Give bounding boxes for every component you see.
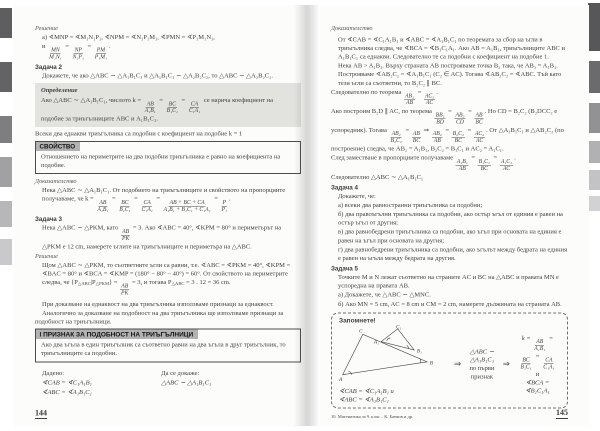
- task5-item: б) Ако MN = 5 cm, AC = 8 cm и CM = 2 cm, намерете дължината на страната AB.: [338, 299, 562, 308]
- solution-label: Решение: [35, 24, 58, 32]
- task4-intro: Докажете, че:: [338, 191, 376, 200]
- print-signature: 10. Математика за 9. клас – К. Банков и др.: [331, 414, 414, 419]
- edge-tab: [588, 3, 600, 51]
- proof-label: Доказателство: [35, 177, 77, 185]
- edge-tab: [0, 62, 12, 92]
- given-column: [42, 368, 161, 397]
- page-right: [320, 5, 589, 427]
- property-text: Отношението на периметрите на два подобни триъгълника е равно на коефициента на подобие.: [41, 152, 281, 169]
- edge-tab: [588, 103, 600, 133]
- task4-item: б) два правоъгълни триъгълника са подобни, ако остър ъгъл от единия е равен на остър ъгъл от другия;: [338, 210, 563, 227]
- note-paragraph: При доказване на еднаквост на два триъгълника използваме признаци за еднаквост.: [42, 299, 274, 308]
- given-prove-row: [42, 368, 301, 397]
- solution-label: Решение: [35, 252, 58, 260]
- remember-conclusion: [466, 347, 498, 381]
- fig-label-B: B: [429, 360, 433, 367]
- proof-paragraph: След заместване в пропорциите получаваме $\frac{\text{A₁B₁}}{AB}$ = $\frac{\text{B₁C₁}}{BC}$ = $\frac{\text{A₁C₁}}{AC}$ .: [331, 153, 516, 172]
- task2-title: Задача 2: [35, 63, 62, 71]
- remember-criterion-note: по първи признак: [469, 364, 495, 381]
- given-label: Дадено:: [42, 368, 65, 377]
- fig-label-B1: B₁: [416, 348, 422, 355]
- proof-paragraph: От ∢CAB = ∢C₁A₁B₁ и ∢ABC = ∢A₁B₁C₁ по теоремата за сбор на ъгли в триъгълника следва, че ∢BCA = ∢B₁C₁A₁. Ако AB = A₁B₁, триъгълниците ABC и A₁B₁C₁ са еднакви. Следователно те са подобни с коефициент на подобие 1.: [338, 35, 565, 61]
- remember-given-line: ∢ABC = ∢A₁B₁C₁: [339, 395, 389, 403]
- task5-item: а) Докажете, че △ABC ∼ △MNC.: [338, 290, 431, 299]
- prove-line: △ABC ∼ △A₁B₁C₁: [161, 378, 212, 386]
- criterion-text: Ако два ъгъла в един триъгълник са съответно равни на два ъгъла в друг триъгълник, то триъгълниците са подобни.: [41, 340, 286, 357]
- edge-tab: [588, 61, 600, 93]
- remember-figure-column: [339, 325, 449, 404]
- remember-k-formula: k = $\frac{AB}{\text{A₁B₁}}$ = $\frac{BC}{\text{B₁C₁}}$ = $\frac{CA}{\text{C₁A₁}}$: [520, 333, 555, 370]
- definition-text: Ако △ABC ∼ △A₁B₁C₁, числото k = $\frac{AB}{\text{A₁B₁}}$ = $\frac{BC}{\text{B₁C₁}}$ = $\frac{CA}{\text{C₁A₁}}$ се нарича коефициент на подобие за триъгълниците ABC и A₁B₁C₁.: [41, 95, 274, 123]
- fig-label-C: C: [359, 328, 363, 335]
- edge-tab: [0, 157, 12, 187]
- page-left: [13, 5, 307, 427]
- proof-text: Нека △ABC ∼ △A₁B₁C₁. От подобието на триъгълниците и свойството на пропорциите получаваме, че k = $\frac{AB}{\text{A₁B₁}}$ = $\frac{BC}{\text{B₁C₁}}$ = $\frac{CA}{\text{C₁A₁}}$ = $\frac{AB + BC + CA}{\text{A₁B₁ + B₁C₁ + C₁A₁}}$ = $\frac{P}{\text{P₁}}$ .: [42, 185, 286, 213]
- task5-text: Точките M и N лежат съответно на страните AC и BC на △ABC и правата MN е успоредна на правата AB.: [338, 273, 559, 290]
- task4-item: в) два равнобедрени триъгълника са подобни, ако ъгъл при основата на единия е равен на ъгъл при основата на другия;: [338, 227, 562, 244]
- remember-title: Запомнете!: [339, 316, 376, 324]
- page-gutter-shadow: [294, 5, 320, 426]
- remember-given: [339, 386, 449, 403]
- proof-paragraph: Нека AB > A₁B₁. Върху страната AB построяваме точка B₂ така, че AB₂ = A₁B₁. Построяваме ∢AB₂C₂ = ∢A₁B₁C₁ (C₂ ∈ AC). Тогава ∢AB₂C₂ = ∢ABC. Тъй като тези ъгли са съответни, то B₂C₂ ∥ BC.: [338, 61, 562, 87]
- task4-item: г) два равнобедрени триъгълника са подобни, ако ъгълът между бедрата на единия е равен на ъгъла между бедрата на другия.: [338, 245, 568, 262]
- remember-given-line: ∢CAB = ∢C₁A₁B₁ и: [339, 386, 394, 395]
- edge-tab: [0, 239, 12, 265]
- page-number-left: 144: [35, 409, 47, 418]
- fig-label-A: A: [339, 376, 343, 383]
- criterion-heading: І ПРИЗНАК ЗА ПОДОБНОСТ НА ТРИЪГЪЛНИЦИ: [36, 330, 198, 340]
- proof-label: Доказателство: [331, 24, 373, 32]
- property-heading: СВОЙСТВО: [36, 142, 80, 151]
- task3-title: Задача 3: [35, 215, 62, 223]
- prove-column: [161, 368, 301, 397]
- property-box: [35, 141, 301, 174]
- criterion-box: [35, 329, 301, 363]
- remember-and: и: [535, 370, 540, 378]
- remember-figure: [339, 325, 449, 384]
- equal-triangles-note: Всеки два еднакви триъгълника са подобни с коефициент на подобие k = 1: [35, 129, 243, 138]
- given-line: ∢CAB = ∢C₁A₁B₁: [42, 378, 92, 386]
- remember-angle-line: ∢BCA = ∢B₁C₁A₁: [525, 378, 550, 394]
- definition-title: Определение: [41, 85, 78, 94]
- edge-tab: [0, 201, 12, 227]
- edge-tab: [0, 116, 12, 143]
- edge-tab: [588, 196, 600, 211]
- page-number-right: 145: [556, 408, 568, 417]
- remember-formulas: [515, 334, 560, 395]
- task2-text: Докажете, че ако △ABC ∼ △A₁B₁C₁ и △A₁B₁C₁ ∼ △A₂B₂C₂, то △ABC ∼ △A₂B₂C₂.: [42, 71, 273, 79]
- definition-box: [35, 83, 301, 127]
- fig-label-A1: A₁: [373, 339, 379, 346]
- implies-arrow: ⇒: [502, 359, 510, 369]
- proof-paragraph: Ако построим B₂D ∥ AC, по теорема $\frac{\text{BB₂}}{BD}$ = $\frac{\text{AB₂}}{CD}$ = $\frac{AB}{BC}$ . Но CD = B₂C₂ (B₂DCC₂ е успоредник). Тогава $\frac{\text{AB₂}}{\text{B₂C₂}}$ = $\frac{AB}{BC}$ ⇒ $\frac{\text{AB₂}}{AB}$ = $\frac{\text{B₂C₂}}{BC}$ = $\frac{\text{AC₂}}{AC}$ . От △A₁B₁C₁ и △AB₂C₂ (по построение) следва, че AB₂ = A₁B₁, B₂C₂ = B₁C₁ и AC₂ = A₁C₁.: [331, 107, 564, 153]
- remember-similarity: △ABC ∼ △A₁B₁C₁: [469, 347, 495, 364]
- note-paragraph: Аналогично за доказване на подобност на два триъгълника ще използваме признаци за подобност на триъгълници.: [35, 308, 284, 326]
- task4-item: а) всеки два равностранни триъгълника са подобни;: [338, 200, 483, 209]
- edge-tab: [588, 170, 600, 190]
- remember-box: [331, 312, 568, 408]
- solution-line: и $\frac{MN}{\text{M₁N₁}}$ = $\frac{NP}{\text{N₁P₁}}$ = $\frac{PM}{\text{P₁M₁}}$ .: [42, 42, 111, 60]
- given-line: ∢ABC = ∢A₁B₁C₁: [42, 387, 92, 396]
- task5-title: Задача 5: [331, 265, 358, 273]
- solution-line: а) ∢MNP = ∢M₁N₁P₁, ∢NPM = ∢N₁P₁M₁, ∢PMN = ∢P₁M₁N₁,: [42, 33, 215, 41]
- prove-label: Да се докаже:: [161, 368, 200, 377]
- edge-tab: [0, 8, 12, 38]
- task3-text: Нека △ABC ∼ △PKM, като $\frac{AB}{PK}$ = 3. Ако ∢ABC = 40°, ∢KPM = 80° и периметърът на △PKM е 12 cm, намерете ъглите на триъгълниците и периметъра на △ABC.: [42, 223, 282, 250]
- fig-label-C1: C₁: [395, 324, 402, 331]
- task4-title: Задача 4: [331, 183, 358, 191]
- proof-conclusion: Следователно △ABC ∼ △A₁B₁C₁: [331, 172, 424, 181]
- proof-paragraph: Следователно по теорема $\frac{\text{AB₂}}{AB}$ = $\frac{\text{AC₂}}{AC}$ .: [331, 87, 438, 106]
- implies-arrow: ⇒: [454, 359, 462, 369]
- edge-tab: [588, 141, 600, 163]
- solution3-text: Щом △ABC ∼ △PKM, то съответните ъгли са равни, т.е. ∢ABC = ∢PKM = 40°, ∢KPM = ∢BAC = 80° и ∢BCA = ∢KMP = (180° − 80° − 40°) = 60°. От свойството на периметрите следва, че $\{P_{\triangle ABC}|P_{\triangle PKM}\}$ = $\frac{AB}{PK}$ = 3, и тогава $P_{\triangle ABC} = 3$ . 12 = 36 cm.: [42, 261, 291, 297]
